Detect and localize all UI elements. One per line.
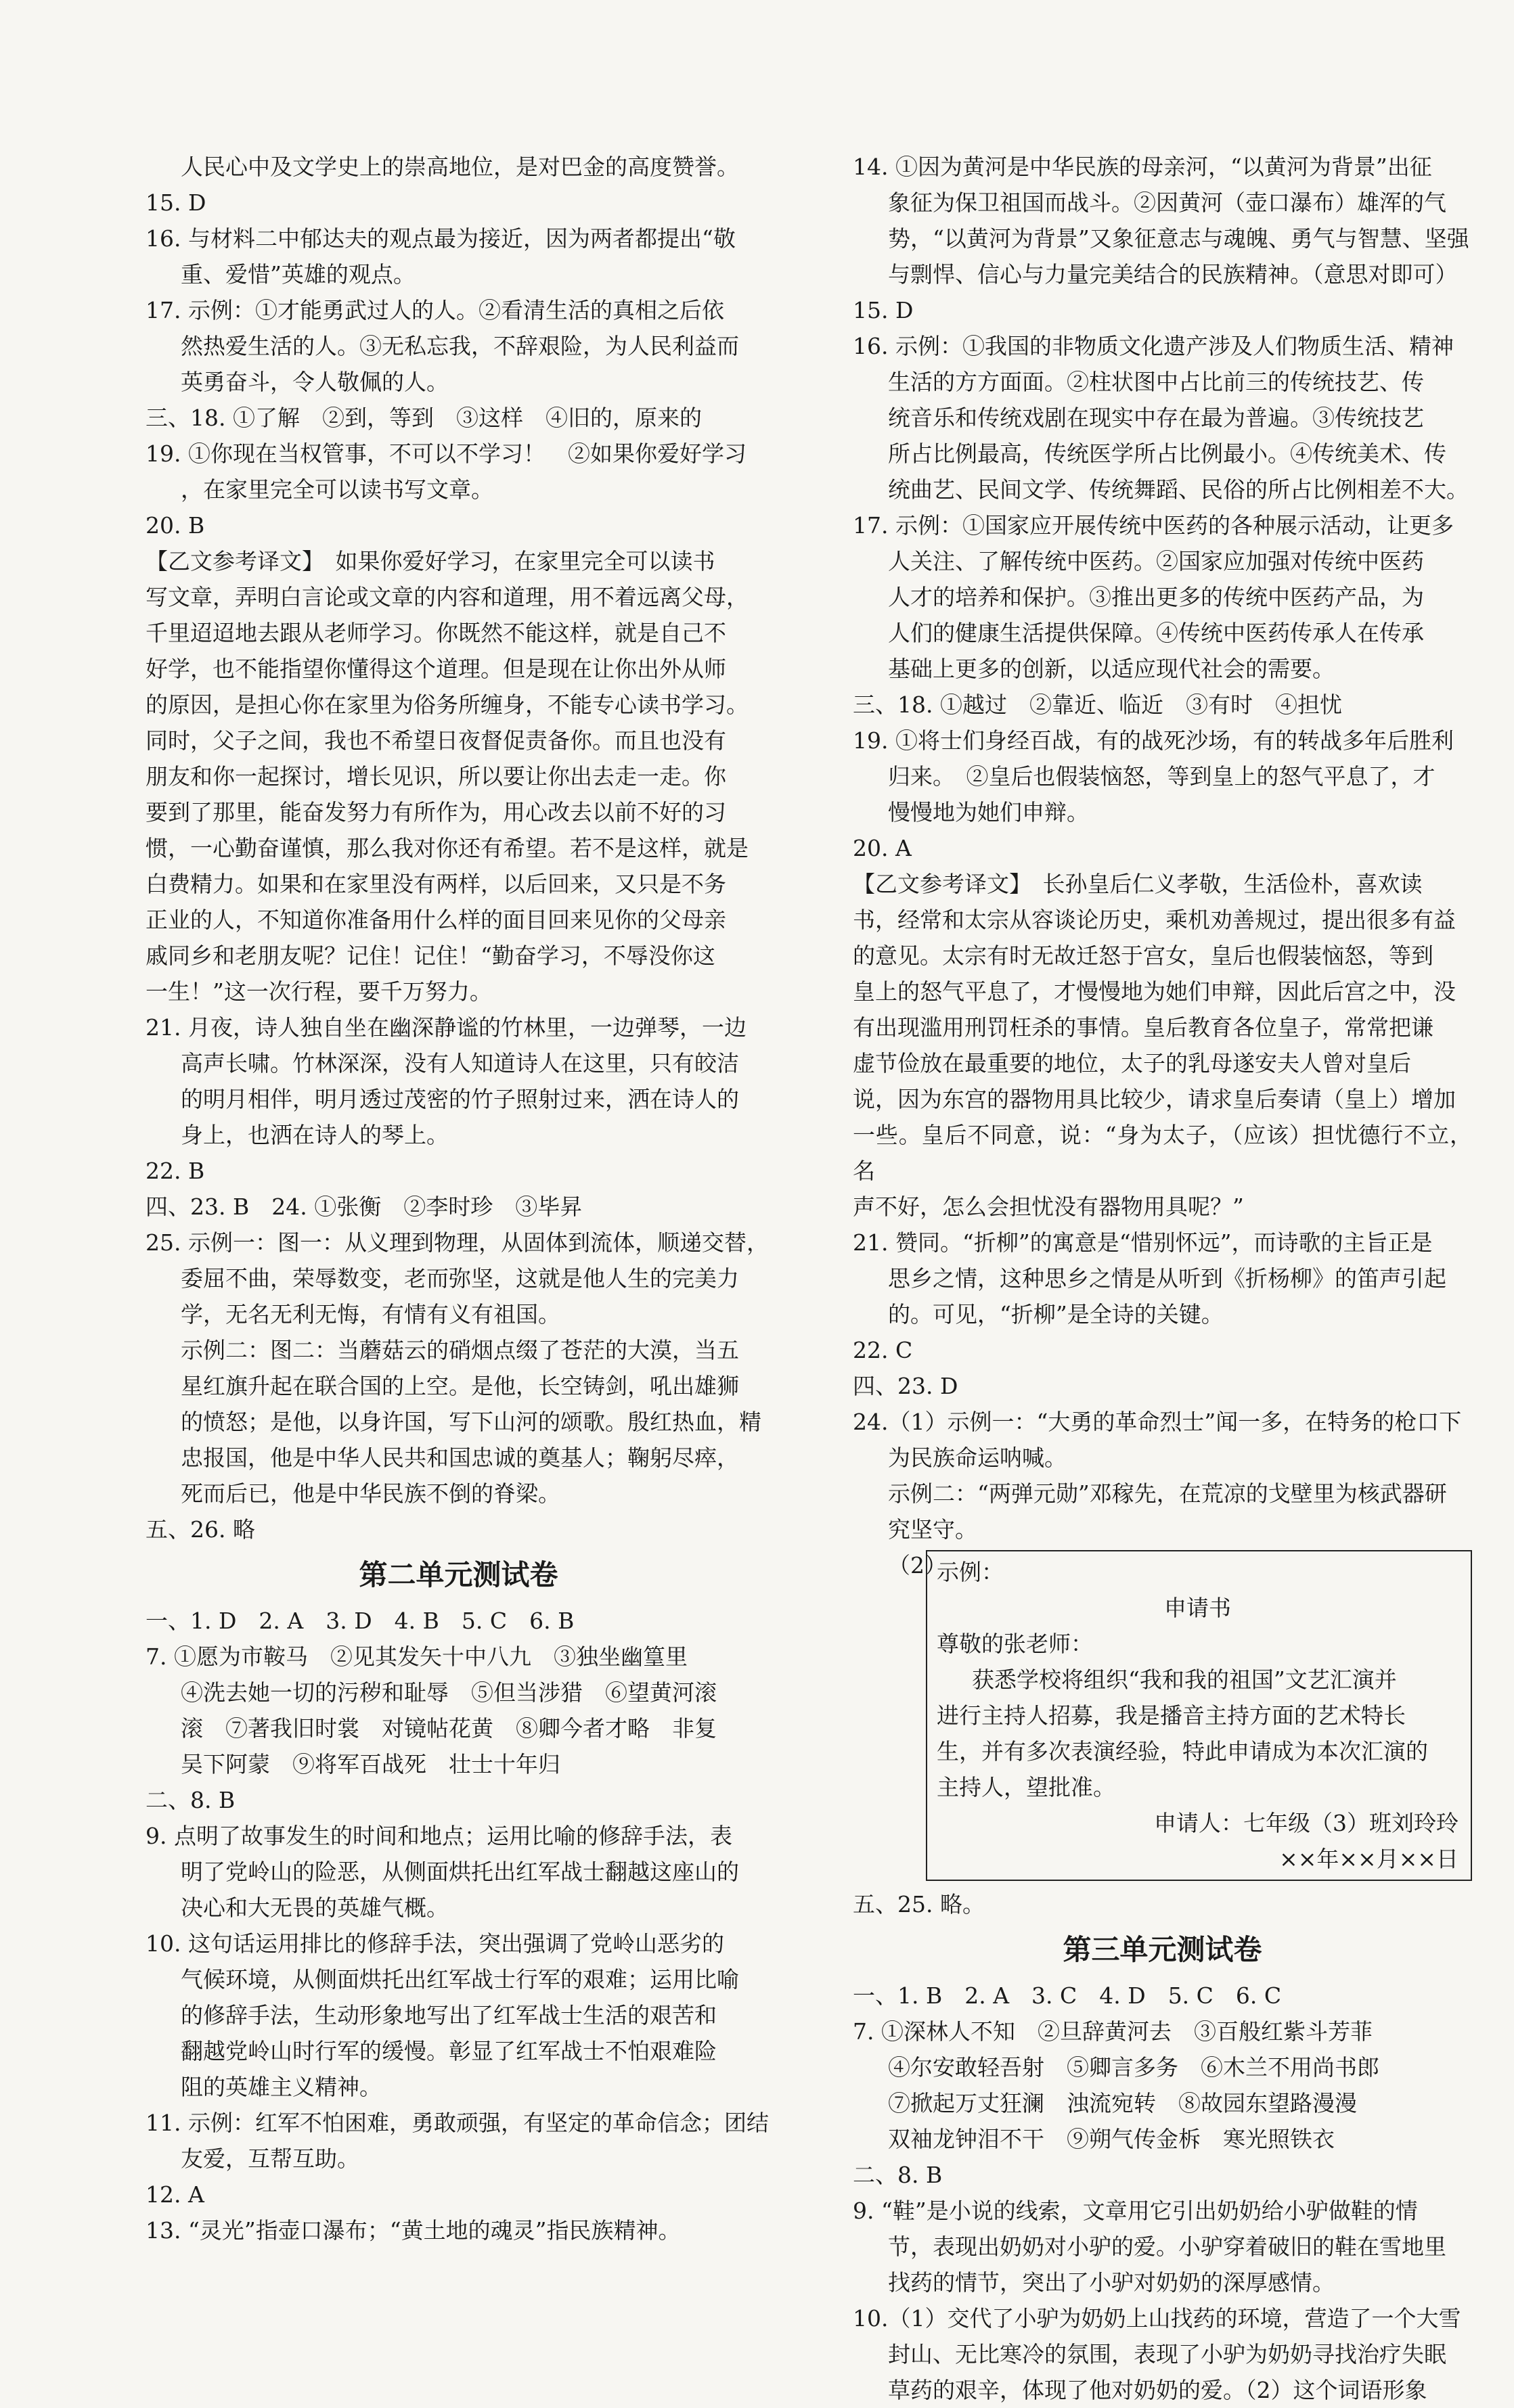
answer-line: 19. ①将士们身经百战，有的战死沙场，有的转战多年后胜利 (853, 727, 1454, 754)
letter-signer: 申请人：七年级（3）班刘玲玲 (1154, 1810, 1459, 1836)
answer-line: 9. 点明了故事发生的时间和地点；运用比喻的修辞手法，表 (146, 1823, 732, 1849)
answer-line: 五、25. 略。 (853, 1891, 985, 1917)
answer-line: 22. B (146, 1158, 205, 1184)
letter-label: （2） (888, 1552, 947, 1578)
answer-line: 朋友和你一起探讨，增长见识，所以要让你出去走一走。你 (146, 763, 726, 790)
answer-line: 星红旗升起在联合国的上空。是他，长空铸剑，吼出雄狮 (181, 1373, 739, 1399)
answer-line: 人们的健康生活提供保障。④传统中医药传承人在传承 (888, 620, 1424, 646)
answer-line: 写文章，弄明白言论或文章的内容和道理，用不着远离父母， (146, 584, 749, 610)
answer-line: 戚同乡和老朋友呢？记住！记住！“勤奋学习，不辱没你这 (146, 942, 715, 969)
answer-line: 一生！”这一次行程，要千万努力。 (146, 978, 492, 1005)
answer-line: 高声长啸。竹林深深，没有人知道诗人在这里，只有皎洁 (181, 1050, 739, 1076)
answer-line: 有出现滥用刑罚枉杀的事情。皇后教育各位皇子，常常把谦 (853, 1014, 1433, 1041)
answer-line: 翻越党岭山时行军的缓慢。彰显了红军战士不怕艰难险 (181, 2038, 717, 2064)
answer-line: 人才的培养和保护。③推出更多的传统中医药产品，为 (888, 584, 1424, 610)
answer-line: 生活的方方面面。②柱状图中占比前三的传统技艺、传 (888, 369, 1424, 395)
answer-line: 思乡之情，这种思乡之情是从听到《折杨柳》的笛声引起 (888, 1265, 1446, 1292)
answer-line: 书，经常和太宗从容谈论历史，乘机劝善规过，提出很多有益 (853, 907, 1456, 933)
answer-line: 10.（1）交代了小驴为奶奶上山找药的环境，营造了一个大雪 (853, 2305, 1461, 2332)
application-letter-wrap (853, 1547, 1472, 1886)
right-column-top (853, 149, 1472, 1547)
answer-line: 21. 月夜，诗人独自坐在幽深静谧的竹林里，一边弹琴，一边 (146, 1014, 747, 1041)
answer-line: 五、26. 略 (146, 1516, 255, 1543)
answer-line: 明了党岭山的险恶，从侧面烘托出红军战士翻越这座山的 (181, 1859, 739, 1885)
letter-body-line: 主持人，望批准。 (937, 1774, 1115, 1800)
answer-line: 四、23. B 24. ①张衡 ②李时珍 ③毕昇 (146, 1194, 583, 1220)
answer-line: 统音乐和传统戏剧在现实中存在最为普遍。③传统技艺 (888, 405, 1424, 431)
answer-line: 24.（1）示例一：“大勇的革命烈士”闻一多，在特务的枪口下 (853, 1409, 1462, 1435)
answer-line: 21. 赞同。“折柳”的寓意是“惜别怀远”，而诗歌的主旨正是 (853, 1229, 1433, 1256)
answer-line: 的。可见，“折柳”是全诗的关键。 (888, 1301, 1224, 1327)
answer-line: 死而后已，他是中华民族不倒的脊梁。 (181, 1480, 560, 1507)
answer-line: 究坚守。 (888, 1516, 977, 1543)
letter-salutation: 尊敬的张老师： (937, 1631, 1093, 1657)
answer-line: 13. “灵光”指壶口瀑布；“黄土地的魂灵”指民族精神。 (146, 2217, 681, 2244)
answer-line: 的愤怒；是他，以身许国，写下山河的颂歌。殷红热血，精 (181, 1409, 761, 1435)
answer-line: 人关注、了解传统中医药。②国家应加强对传统中医药 (888, 548, 1424, 574)
answer-line: 19. ①你现在当权管事，不可以不学习！ ②如果你爱好学习 (146, 440, 747, 467)
answer-line: 示例二：“两弹元勋”邓稼先，在荒凉的戈壁里为核武器研 (888, 1480, 1447, 1507)
answer-line: 10. 这句话运用排比的修辞手法，突出强调了党岭山恶劣的 (146, 1930, 724, 1957)
answer-line: 重、爱惜”英雄的观点。 (181, 261, 416, 288)
answer-line: ④洗去她一切的污秽和耻辱 ⑤但当涉猎 ⑥望黄河滚 (181, 1679, 717, 1706)
answer-line: 四、23. D (853, 1373, 958, 1399)
answer-line: 声不好，怎么会担忧没有器物用具呢？” (853, 1194, 1244, 1220)
answer-line: 【乙文参考译文】 长孙皇后仁义孝敬，生活俭朴，喜欢读 (853, 871, 1423, 897)
right-column (853, 149, 1472, 2408)
answer-line: 正业的人，不知道你准备用什么样的面目回来见你的父母亲 (146, 907, 726, 933)
answer-line: 7. ①愿为市鞍马 ②见其发矢十中八九 ③独坐幽篁里 (146, 1643, 688, 1670)
answer-line: 吴下阿蒙 ⑨将军百战死 壮士十年归 (181, 1751, 560, 1777)
answer-line: 二、8. B (853, 2162, 943, 2188)
answer-line: 归来。 ②皇后也假装恼怒，等到皇上的怒气平息了，才 (888, 763, 1435, 790)
answer-line: ④尔安敢轻吾射 ⑤卿言多务 ⑥木兰不用尚书郎 (888, 2054, 1379, 2081)
answer-line: 气候环境，从侧面烘托出红军战士行军的艰难；运用比喻 (181, 1966, 739, 1993)
answer-line: 20. B (146, 512, 205, 539)
letter-body-line: 获悉学校将组织“我和我的祖国”文艺汇演并 (972, 1666, 1397, 1693)
answer-line: 皇上的怒气平息了，才慢慢地为她们申辩，因此后宫之中，没 (853, 978, 1456, 1005)
answer-line: 16. 示例：①我国的非物质文化遗产涉及人们物质生活、精神 (853, 333, 1454, 359)
letter-body-line: 进行主持人招募，我是播音主持方面的艺术特长 (937, 1702, 1406, 1729)
answer-line: 三、18. ①了解 ②到，等到 ③这样 ④旧的，原来的 (146, 405, 702, 431)
answer-line: 20. A (853, 835, 912, 861)
answer-line: ，在家里完全可以读书写文章。 (181, 476, 493, 503)
answer-line: 人民心中及文学史上的崇高地位，是对巴金的高度赞誉。 (181, 154, 739, 180)
letter-date: ××年××月××日 (1279, 1846, 1459, 1872)
answer-line: 惯，一心勤奋谨慎，那么我对你还有希望。若不是这样，就是 (146, 835, 749, 861)
answer-line: 忠报国，他是中华人民共和国忠诚的奠基人；鞠躬尽瘁， (181, 1445, 739, 1471)
answer-line: 16. 与材料二中郁达夫的观点最为接近，因为两者都提出“敬 (146, 225, 736, 252)
answer-line: 统曲艺、民间文学、传统舞蹈、民俗的所占比例相差不大。 (888, 476, 1469, 503)
letter-body-line: 生，并有多次表演经验，特此申请成为本次汇演的 (937, 1738, 1428, 1765)
answer-line: 友爱，互帮互助。 (181, 2145, 359, 2172)
answer-line: 封山、无比寒冷的氛围，表现了小驴为奶奶寻找治疗失眠 (888, 2341, 1446, 2367)
answer-line: 势，“以黄河为背景”又象征意志与魂魄、勇气与智慧、坚强 (888, 225, 1469, 252)
answer-line: 好学，也不能指望你懂得这个道理。但是现在让你出外从师 (146, 656, 726, 682)
answer-line: 为民族命运呐喊。 (888, 1445, 1067, 1471)
answer-line: 基础上更多的创新，以适应现代社会的需要。 (888, 656, 1335, 682)
answer-line: 阻的英雄主义精神。 (181, 2074, 382, 2100)
right-column-bottom (853, 1886, 1472, 2408)
section-title: 第二单元测试卷 (359, 1558, 558, 1591)
answer-line: 然热爱生活的人。③无私忘我，不辞艰险，为人民利益而 (181, 333, 739, 359)
answer-line: ⑦掀起万丈狂澜 浊流宛转 ⑧故园东望路漫漫 (888, 2090, 1357, 2116)
letter-title: 申请书 (1164, 1595, 1231, 1621)
application-letter-box (926, 1550, 1472, 1881)
answer-line: 22. C (853, 1337, 913, 1363)
answer-line: 所占比例最高，传统医学所占比例最小。④传统美术、传 (888, 440, 1446, 467)
answer-line: 的原因，是担心你在家里为俗务所缠身，不能专心读书学习。 (146, 691, 749, 718)
answer-line: 三、18. ①越过 ②靠近、临近 ③有时 ④担忧 (853, 691, 1342, 718)
answer-line: 14. ①因为黄河是中华民族的母亲河，“以黄河为背景”出征 (853, 154, 1432, 180)
answer-line: 千里迢迢地去跟从老师学习。你既然不能这样，就是自己不 (146, 620, 726, 646)
answer-line: 9. “鞋”是小说的线索，文章用它引出奶奶给小驴做鞋的情 (853, 2198, 1418, 2224)
answer-line: 说，因为东宫的器物用具比较少，请求皇后奏请（皇上）增加 (853, 1086, 1456, 1112)
answer-line: 英勇奋斗，令人敬佩的人。 (181, 369, 449, 395)
answer-line: 委屈不曲，荣辱数变，老而弥坚，这就是他人生的完美力 (181, 1265, 739, 1292)
answer-line: 身上，也洒在诗人的琴上。 (181, 1122, 449, 1148)
answer-line: 一、1. B 2. A 3. C 4. D 5. C 6. C (853, 1982, 1282, 2009)
answer-line: 一、1. D 2. A 3. D 4. B 5. C 6. B (146, 1608, 575, 1634)
answer-line: 17. 示例：①国家应开展传统中医药的各种展示活动，让更多 (853, 512, 1454, 539)
answer-line: 找药的情节，突出了小驴对奶奶的深厚感情。 (888, 2269, 1335, 2296)
answer-line: 双袖龙钟泪不干 ⑨朔气传金柝 寒光照铁衣 (888, 2126, 1335, 2152)
answer-line: 12. A (146, 2181, 204, 2208)
letter-example: 示例： (937, 1559, 1004, 1585)
answer-line: 学，无名无利无悔，有情有义有祖国。 (181, 1301, 560, 1327)
answer-line: 决心和大无畏的英雄气概。 (181, 1894, 449, 1921)
answer-line: 白费精力。如果和在家里没有两样，以后回来，又只是不务 (146, 871, 726, 897)
answer-line: 【乙文参考译文】 如果你爱好学习，在家里完全可以读书 (146, 548, 715, 574)
answer-line: 17. 示例：①才能勇武过人的人。②看清生活的真相之后依 (146, 297, 724, 323)
answer-line: 一些。皇后不同意，说：“身为太子，（应该）担忧德行不立，名 (853, 1122, 1472, 1184)
answer-line: 滚 ⑦著我旧时裳 对镜帖花黄 ⑧卿今者才略 非复 (181, 1715, 717, 1742)
answer-line: 同时，父子之间，我也不希望日夜督促责备你。而且也没有 (146, 727, 726, 754)
answer-line: 二、8. B (146, 1787, 236, 1813)
answer-line: 15. D (853, 297, 914, 323)
answer-line: 要到了那里，能奋发努力有所作为，用心改去以前不好的习 (146, 799, 726, 825)
answer-line: 的明月相伴，明月透过茂密的竹子照射过来，洒在诗人的 (181, 1086, 739, 1112)
answer-line: 25. 示例一：图一：从义理到物理，从固体到流体，顺递交替， (146, 1229, 769, 1256)
answer-line: 象征为保卫祖国而战斗。②因黄河（壶口瀑布）雄浑的气 (888, 189, 1446, 216)
answer-line: 与剽悍、信心与力量完美结合的民族精神。（意思对即可） (888, 261, 1458, 288)
answer-line: 草药的艰辛，体现了他对奶奶的爱。（2）这个词语形象 (888, 2377, 1427, 2403)
answer-line: 节，表现出奶奶对小驴的爱。小驴穿着破旧的鞋在雪地里 (888, 2233, 1446, 2260)
section-title: 第三单元测试卷 (1063, 1933, 1262, 1966)
answer-line: 慢慢地为她们申辩。 (888, 799, 1089, 825)
answer-line: 的意见。太宗有时无故迁怒于宫女，皇后也假装恼怒，等到 (853, 942, 1433, 969)
answer-line: 7. ①深林人不知 ②旦辞黄河去 ③百般红紫斗芳菲 (853, 2018, 1373, 2045)
answer-line: 11. 示例：红军不怕困难，勇敢顽强，有坚定的革命信念；团结 (146, 2110, 769, 2136)
left-column (146, 149, 772, 2248)
answer-line: 的修辞手法，生动形象地写出了红军战士生活的艰苦和 (181, 2002, 717, 2028)
answer-line: 虚节俭放在最重要的地位，太子的乳母遂安夫人曾对皇后 (853, 1050, 1411, 1076)
answer-line: 15. D (146, 189, 206, 216)
answer-line: 示例二：图二：当蘑菇云的硝烟点缀了苍茫的大漠，当五 (181, 1337, 739, 1363)
